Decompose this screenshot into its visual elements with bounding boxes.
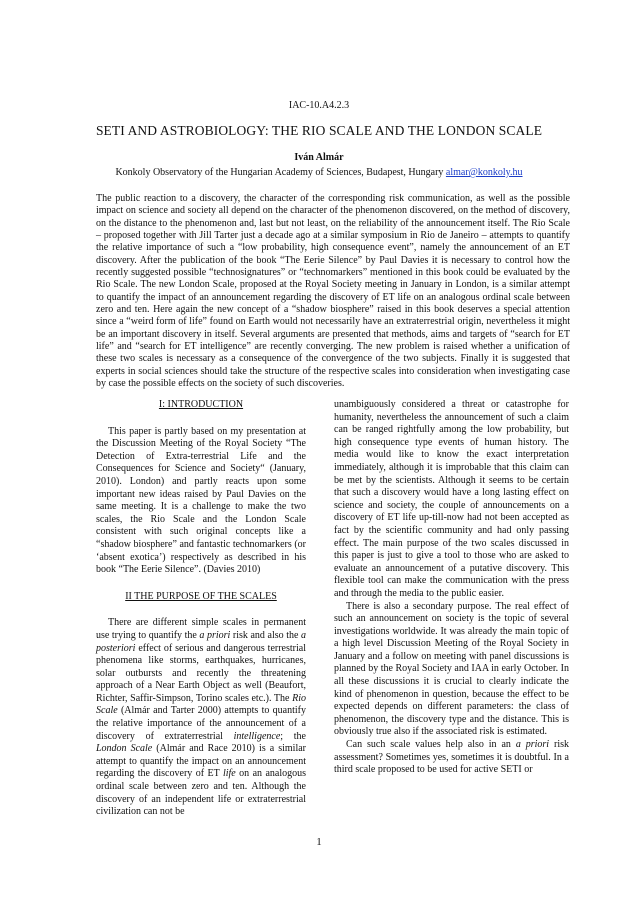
left-column	[96, 399, 306, 819]
email-link[interactable]: almar@konkoly.hu	[445, 167, 523, 178]
page-number: 1	[316, 836, 322, 848]
abstract: The public reaction to a discovery, the character of the corresponding risk communication, as well as the possible impact on science and society all depend on the character of the phenomenon discovered, on the method of discovery, on the distance to the phenomenon and, last but not least, on the reliability of the announcement itself. The Rio Scale – proposed together with Jill Tarter just a decade ago at a similar symposium in Rio de Janeiro – attempts to quantify the relative importance of such a “low probability, high consequence event”, namely the announcement of an ET discovery. After the publication of the book “The Eerie Silence” by Paul Davies it is necessary to control how the recently suggested possible “technosignatures” or “technomarkers” mentioned in this book could be evaluated by the Rio Scale. The new London Scale, proposed at the Royal Society meeting in January in London, is a similar attempt to quantify the impact of an announcement regarding the discovery of ET life on an analogous ordinal scale between zero and ten. Here again the new concept of a “shadow biosphere” raised in this book deserves a special attention since a “weird form of life” found on Earth would not necessarily have an extraterrestrial origin, nevertheless it might be an important discovery in itself. Several arguments are presented that methods, aims and targets of “search for ET life” and “search for ET intelligence” are recently converging. The new problem is raised whether a unification of these two scales is necessary as a consequence of the convergence of the two subjects. Finally it is suggested that experts in social sciences should take the structure of the respective scales into consideration when investigating case by case the possible effects on the society of such discoveries.	[96, 193, 570, 390]
risk-assessment-paragraph: Can such scale values help also in an a priori risk assessment? Sometimes yes, sometimes it is doubtful. In a third scale proposed to be used for active SETI or	[334, 739, 570, 776]
author-name: Iván Almár	[294, 152, 344, 163]
paper-id: IAC-10.A4.2.3	[288, 100, 350, 111]
affiliation-text: Konkoly Observatory of the Hungarian Academy of Sciences, Budapest, Hungary	[115, 167, 444, 178]
introduction-paragraph: This paper is partly based on my presentation at the Discussion Meeting of the Royal Society “The Detection of Extra-terrestrial Life and the Consequences for Science and Society“ (January, 2010). London) and partly reacts upon some important new ideas raised by Paul Davies on the same meeting. It is a challenge to make the two scales, the Rio Scale and the London Scale consistent with such original concepts like a “shadow biosphere” and fantastic technomarkers (or ‘absent exotica’) respectively as described in his book “The Eerie Silence”. (Davies 2010)	[96, 425, 306, 576]
paper-title: SETI AND ASTROBIOLOGY: THE RIO SCALE AND THE LONDON SCALE	[95, 123, 543, 138]
section-heading-introduction: I: INTRODUCTION	[158, 399, 244, 410]
author-affiliation	[0, 167, 638, 178]
secondary-purpose-paragraph: There is also a secondary purpose. The real effect of such an announcement on society is the topic of several investigations worldwide. It was already the main topic of a high level Discussion Meeting of the Royal Society in January and a follow on meeting with panel discussions is planned by the Royal Society and IAA in early October. In all these discussions it is crucial to clearly indicate the kind of phenomenon in question, because the effect to be expected depends on different parameters: the class of phenomenon, the discovery type and the distance. This is obviously true also if the associated risk is estimated.	[334, 600, 569, 738]
purpose-paragraph: There are different simple scales in permanent use trying to quantify the a priori risk and also the a posteriori effect of serious and dangerous terrestrial phenomena like storms, earthquakes, hurricanes, solar outbursts and recently the threatening approach of a Near Earth Object as well (Beaufort, Richter, Saffir-Simpson, Torino scales etc.). The Rio Scale (Almár and Tarter 2000) attempts to quantify the relative importance of the announcement of a discovery of extraterrestrial intelligence; the London Scale (Almár and Race 2010) is a similar attempt to quantify the impact on an announcement regarding the discovery of ET life on an analogous ordinal scale between zero and ten. Although the discovery of an independent life or extraterrestrial civilization can not be	[96, 617, 306, 818]
right-column	[334, 399, 569, 777]
section-heading-purpose: II THE PURPOSE OF THE SCALES	[125, 590, 277, 602]
continued-paragraph: unambiguously considered a threat or catastrophe for humanity, nevertheless the announcement of such a claim can be ranged rightfully among the low probability, but high consequence type events of human history. The media would like to know the exact interpretation immediately, although it is improbable that this claim can be met by the scientists. Although it seems to be certain that such a discovery would have a long lasting effect on science and society, the couple of announcements on a discovery of ET life up-till-now had not been accepted as fact by the scientific community and had only passing effect. The main purpose of the two scales discussed in this paper is just to give a tool to those who are asked to evaluate an announcement of a putative discovery. This flexible tool can make the communication with the press and through the media to the public easier.	[334, 399, 569, 599]
